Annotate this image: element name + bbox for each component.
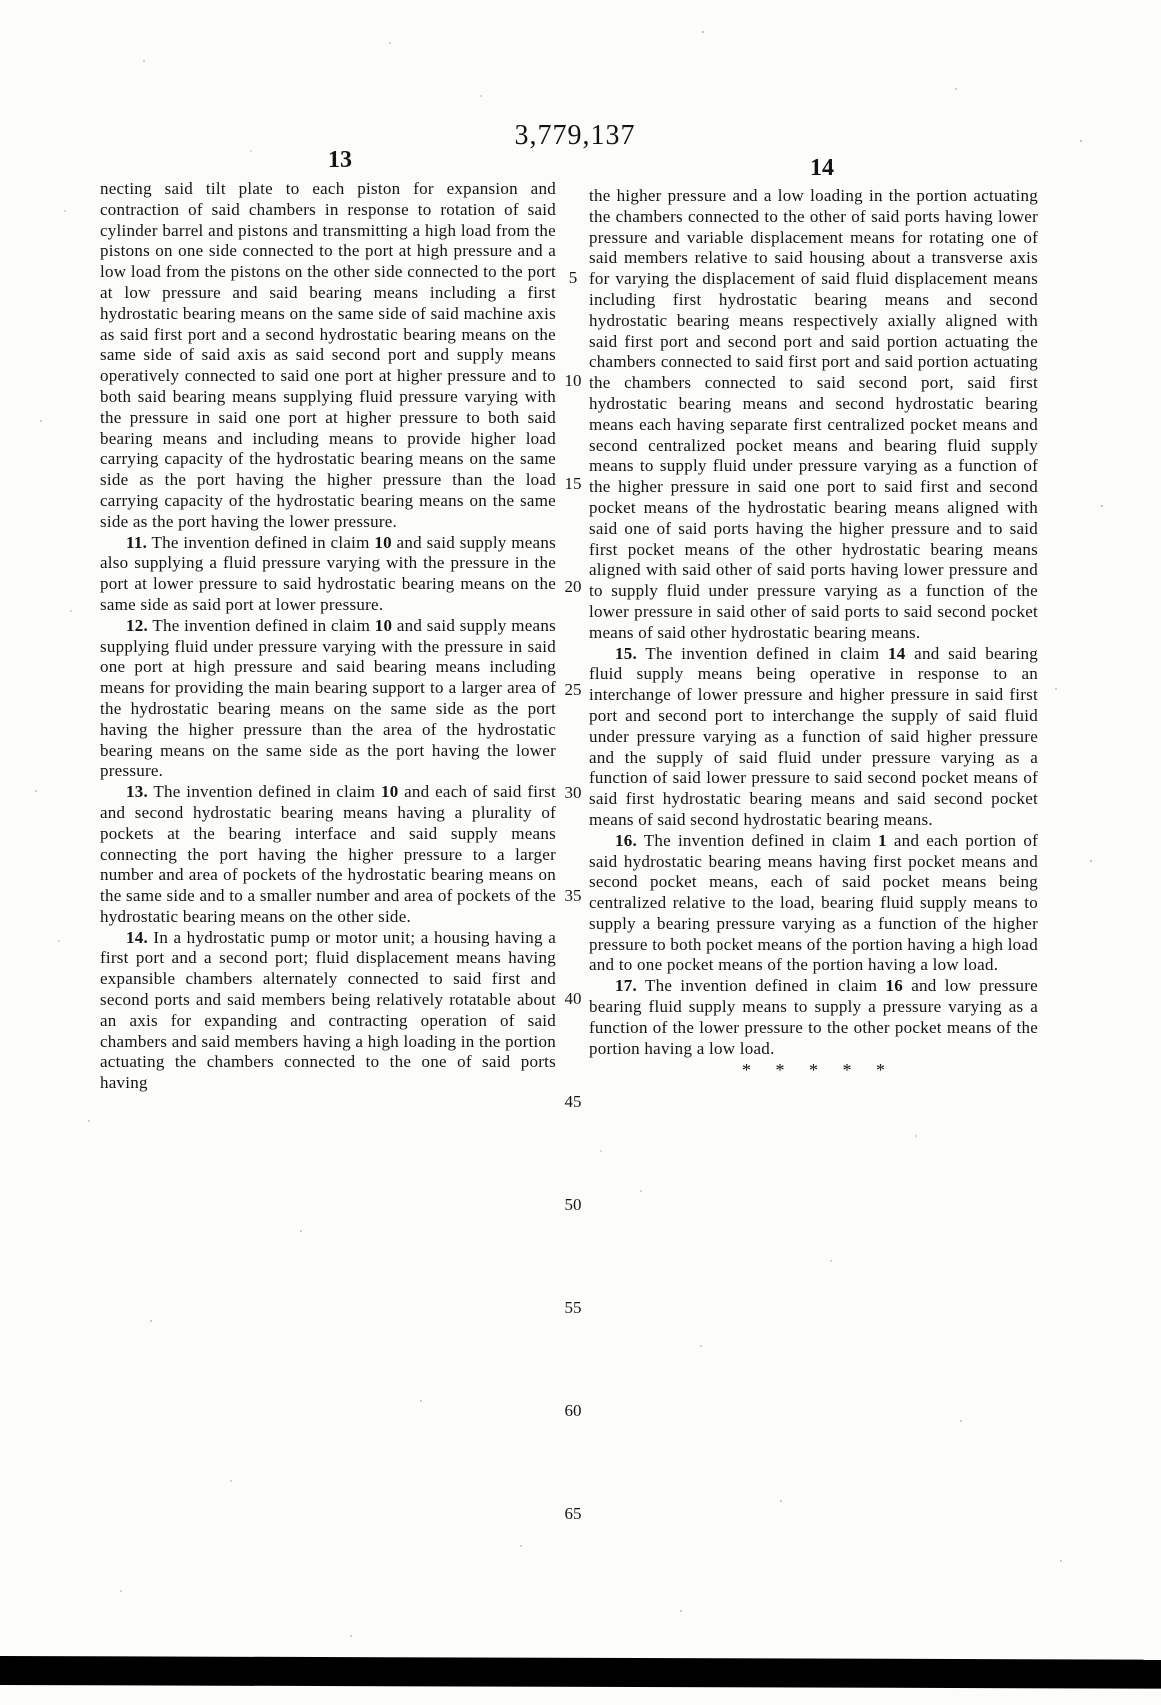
claim-16: 16. The invention defined in claim 1 and each portion of said hydrostatic bearing means having first pocket means and second pocket means, each of said pocket means being centralized relative to the load, bearing fluid supply means to supply a bearing pressure varying as a function of the higher pressure to both pocket means of the portion having a high load and to one pocket means of the portion having a low load.: [589, 830, 1038, 975]
line-number: 40: [564, 989, 582, 1008]
claim-14-start: 14. In a hydrostatic pump or motor unit; a housing having a first port and a second port; fluid displacement means having expansible chambers alternately connected to said first and second ports and said members being relatively rotatable about an axis for expanding and contracting operation of said chambers and said members having a high loading in the portion actuating the chambers connected to the one of said ports having: [100, 927, 556, 1093]
claim-11: 11. The invention defined in claim 10 and said supply means also supplying a fluid pressure varying with the pressure in the port at lower pressure to said hydrostatic bearing means on the same side as said port at lower pressure.: [100, 532, 556, 614]
line-number-gutter: [556, 0, 590, 1705]
column-number-14: 14: [810, 155, 834, 181]
line-number: 65: [564, 1504, 582, 1523]
claim-13: 13. The invention defined in claim 10 and each of said first and second hydrostatic bearing means having a plurality of pockets at the bearing interface and said supply means connecting the port having the higher pressure to a larger number and area of pockets of the hydrostatic bearing means on the same side and to a smaller number and area of pockets of the hydrostatic bearing means on the other side.: [100, 782, 556, 926]
line-number: 35: [564, 886, 582, 905]
line-number: 30: [564, 783, 582, 802]
line-number: 60: [564, 1401, 582, 1420]
column-14-text: [589, 186, 1038, 1081]
claim-14-continuation: the higher pressure and a low loading in the portion actuating the chambers connected to the other of said ports having lower pressure and variable displacement means for rotating one of said members relative to said housing about a transverse axis for varying the displacement of said fluid displacement means including first hydrostatic bearing means and second hydrostatic bearing means respectively axially aligned with said first port and second port and said portion actuating the chambers connected to said first port and said portion actuating the chambers connected to said second port, said first hydrostatic bearing means and second hydrostatic bearing means each having separate first centralized pocket means and second centralized pocket means and bearing fluid supply means to supply fluid under pressure varying as a function of the higher pressure in said one port to said first and second pocket means of the hydrostatic bearing means aligned with said one of said ports having the higher pressure and to said first pocket means of the other hydrostatic bearing means aligned with said other of said ports having lower pressure and to supply fluid under pressure varying as a function of the lower pressure in said other of said ports to said second pocket means of said other hydrostatic bearing means.: [589, 186, 1038, 642]
line-number: 5: [568, 268, 578, 287]
column-number-13: 13: [328, 147, 352, 173]
line-number: 10: [564, 371, 582, 390]
line-number: 45: [564, 1092, 582, 1111]
line-number: 25: [564, 680, 582, 699]
column-13-text: [100, 179, 556, 1094]
line-number: 50: [564, 1195, 582, 1214]
claim-12: 12. The invention defined in claim 10 and said supply means supplying fluid under pressure varying with the pressure in said one port at high pressure and said bearing means including means for providing the main bearing support to a larger area of the hydrostatic bearing means on the same side as the port having the higher pressure than the area of the hydrostatic bearing means on the same side as the port having the lower pressure.: [100, 615, 556, 781]
line-number: 55: [564, 1298, 582, 1317]
claim-10-continuation: necting said tilt plate to each piston for expansion and contraction of said chambers in response to rotation of said cylinder barrel and pistons and transmitting a high load from the pistons on one side connected to the port at high pressure and a low load from the pistons on the other side connected to the port at low pressure and said bearing means including a first hydrostatic bearing means on the same side of said machine axis as said first port and a second hydrostatic bearing means on the same side of said axis as said second port and supply means operatively connected to said one port at higher pressure and to both said bearing means supplying fluid pressure varying with the pressure in said one port at higher pressure to both said bearing means and including means to provide higher load carrying capacity of the hydrostatic bearing means on the same side as the port having the higher pressure than the load carrying capacity of the hydrostatic bearing means on the same side as the port having the lower pressure.: [100, 179, 556, 531]
line-number: 20: [564, 577, 582, 596]
claim-15: 15. The invention defined in claim 14 and said bearing fluid supply means being operative in response to an interchange of lower pressure and higher pressure in said first port and second port to interchange the supply of said fluid under pressure varying as a function of said higher pressure and the supply of said fluid under pressure varying as a function of said lower pressure to said second pocket means of said first hydrostatic bearing means and said second pocket means of said second hydrostatic bearing means.: [589, 643, 1038, 829]
patent-number: 3,779,137: [514, 120, 636, 151]
scan-speckles: [0, 0, 2, 2]
claim-17: 17. The invention defined in claim 16 and low pressure bearing fluid supply means to supply a pressure varying as a function of the lower pressure to the other pocket means of the portion having a low load.: [589, 976, 1038, 1058]
end-of-claims-asterisks: * * * * *: [742, 1060, 895, 1081]
line-number: 15: [564, 474, 582, 493]
bottom-scan-bar: [0, 1656, 1161, 1689]
